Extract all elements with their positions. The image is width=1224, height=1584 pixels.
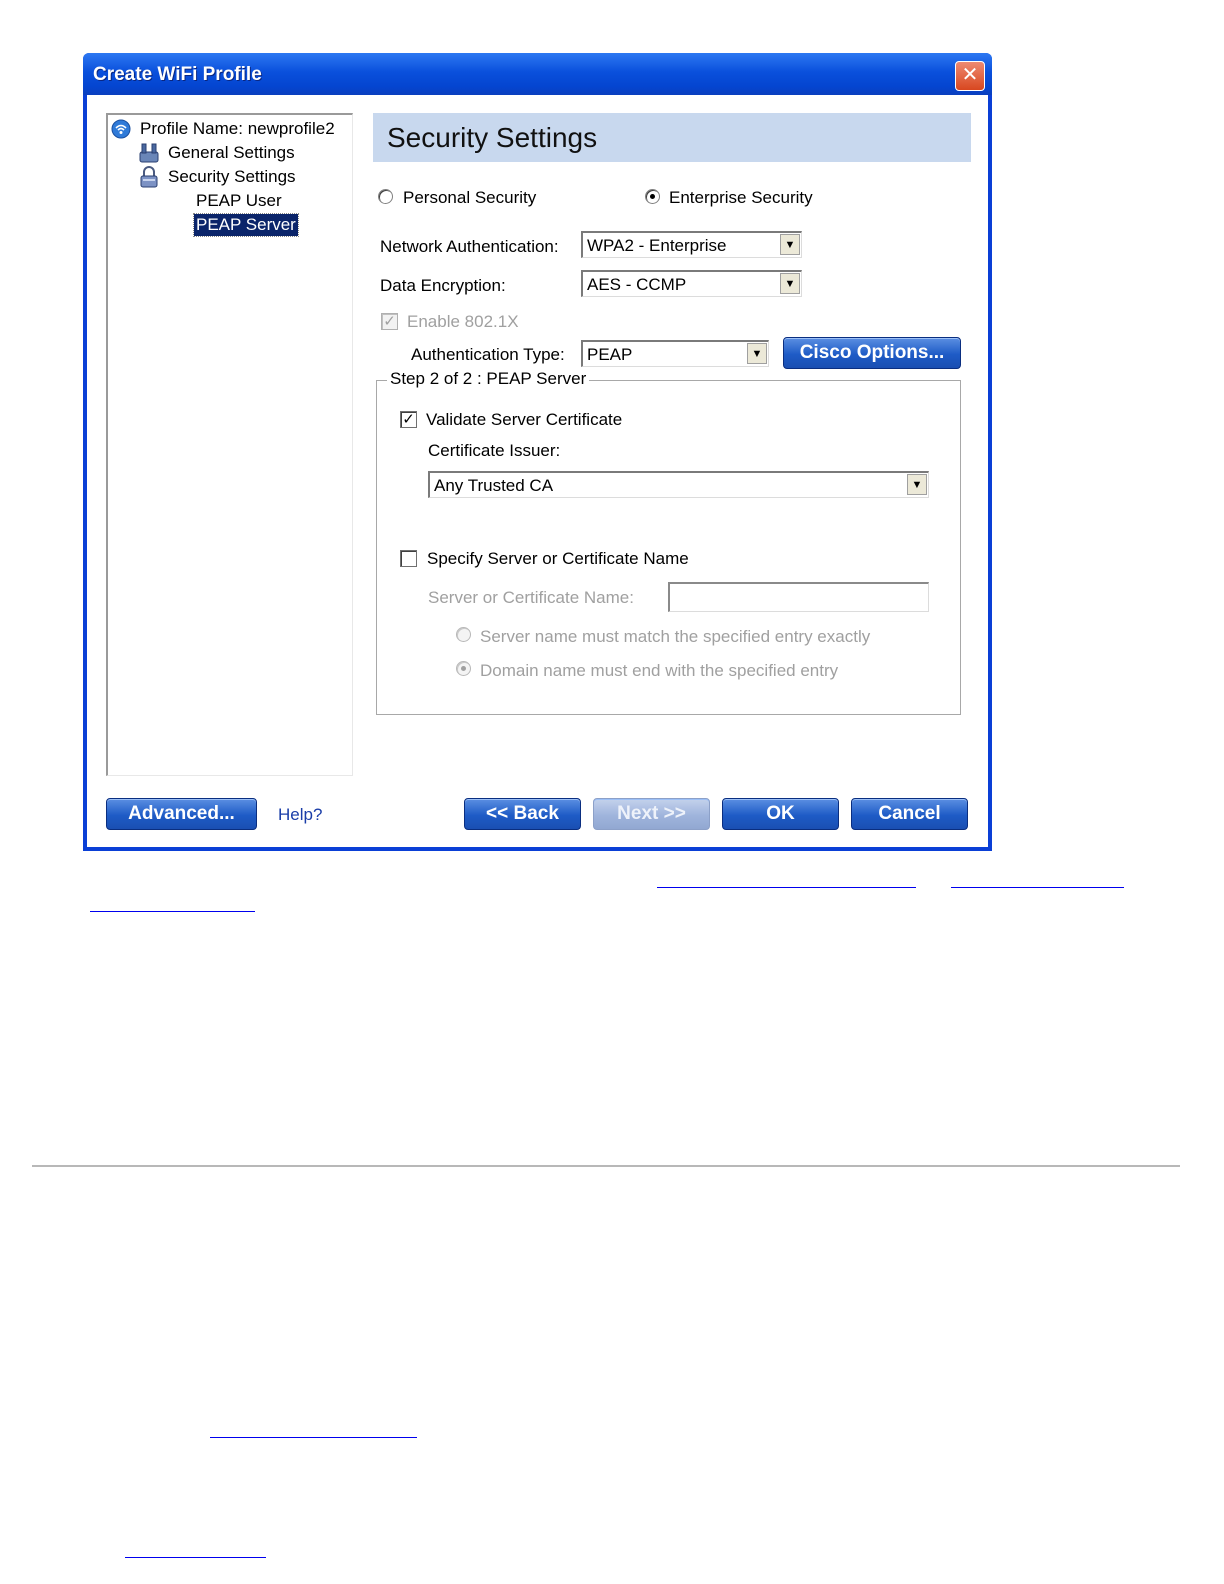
enable-8021x-checkbox: ✓	[381, 313, 398, 330]
doc-link-4[interactable]	[210, 1437, 417, 1438]
certificate-issuer-select[interactable]	[428, 471, 929, 498]
server-certificate-name-label: Server or Certificate Name:	[428, 588, 634, 607]
wifi-profile-icon	[111, 119, 131, 139]
page-title: Security Settings	[387, 122, 598, 153]
close-button[interactable]	[955, 61, 985, 91]
help-link[interactable]: Help?	[278, 805, 323, 824]
tree-item-profile-name[interactable]: Profile Name: newprofile2	[140, 119, 335, 138]
data-encryption-select[interactable]	[581, 270, 802, 297]
doc-link-1[interactable]	[657, 887, 916, 888]
peap-server-step-group	[376, 369, 961, 715]
certificate-issuer-value: Any Trusted CA	[434, 476, 554, 495]
personal-security-label[interactable]: Personal Security	[403, 188, 537, 207]
certificate-issuer-label: Certificate Issuer:	[428, 441, 561, 460]
tree-item-general-settings[interactable]: General Settings	[168, 143, 295, 162]
cisco-options-button[interactable]: Cisco Options...	[783, 337, 961, 369]
close-icon: ✕	[961, 64, 979, 86]
horizontal-rule	[32, 1165, 1180, 1167]
network-authentication-select[interactable]	[581, 231, 802, 258]
domain-name-end-radio	[456, 661, 471, 676]
dialog-body	[87, 95, 988, 847]
doc-link-2[interactable]	[951, 887, 1124, 888]
enterprise-security-label[interactable]: Enterprise Security	[669, 188, 813, 207]
step-group-legend: Step 2 of 2 : PEAP Server	[387, 369, 589, 389]
domain-name-end-label: Domain name must end with the specified entry	[480, 661, 839, 680]
chevron-down-icon[interactable]: ▼	[747, 343, 767, 364]
tree-item-peap-user[interactable]: PEAP User	[196, 191, 282, 210]
general-settings-icon	[138, 143, 160, 163]
lock-icon	[139, 166, 159, 188]
enable-8021x-label: Enable 802.1X	[407, 312, 519, 331]
validate-server-certificate-label[interactable]: Validate Server Certificate	[426, 410, 623, 429]
network-authentication-value: WPA2 - Enterprise	[587, 236, 727, 255]
create-wifi-profile-dialog	[83, 53, 992, 851]
data-encryption-value: AES - CCMP	[587, 275, 687, 294]
server-name-match-exactly-label: Server name must match the specified entry exactly	[480, 627, 871, 646]
tree-item-peap-server[interactable]: PEAP Server	[196, 215, 296, 234]
specify-server-label[interactable]: Specify Server or Certificate Name	[427, 549, 689, 568]
chevron-down-icon[interactable]: ▼	[780, 234, 800, 255]
profile-tree[interactable]	[106, 113, 353, 776]
personal-security-radio[interactable]	[378, 189, 393, 204]
cancel-button[interactable]: Cancel	[851, 798, 968, 830]
ok-button[interactable]: OK	[722, 798, 839, 830]
window-title: Create WiFi Profile	[93, 64, 262, 85]
chevron-down-icon[interactable]: ▼	[780, 273, 800, 294]
title-bar[interactable]	[83, 53, 992, 95]
server-certificate-name-input	[668, 582, 929, 612]
authentication-type-select[interactable]	[581, 340, 769, 367]
section-header	[373, 113, 971, 162]
enterprise-security-radio[interactable]	[645, 189, 660, 204]
validate-server-certificate-checkbox[interactable]: ✓	[400, 411, 417, 428]
data-encryption-label: Data Encryption:	[380, 276, 506, 295]
authentication-type-value: PEAP	[587, 345, 633, 364]
network-authentication-label: Network Authentication:	[380, 237, 559, 256]
tree-item-security-settings[interactable]: Security Settings	[168, 167, 296, 186]
doc-link-5[interactable]	[125, 1557, 266, 1558]
doc-link-3[interactable]	[90, 911, 255, 912]
server-name-match-exactly-radio	[456, 627, 471, 642]
advanced-button[interactable]: Advanced...	[106, 798, 257, 830]
back-button[interactable]: << Back	[464, 798, 581, 830]
chevron-down-icon[interactable]: ▼	[907, 474, 927, 495]
specify-server-checkbox[interactable]	[400, 550, 417, 567]
authentication-type-label: Authentication Type:	[411, 345, 565, 364]
next-button: Next >>	[593, 798, 710, 830]
